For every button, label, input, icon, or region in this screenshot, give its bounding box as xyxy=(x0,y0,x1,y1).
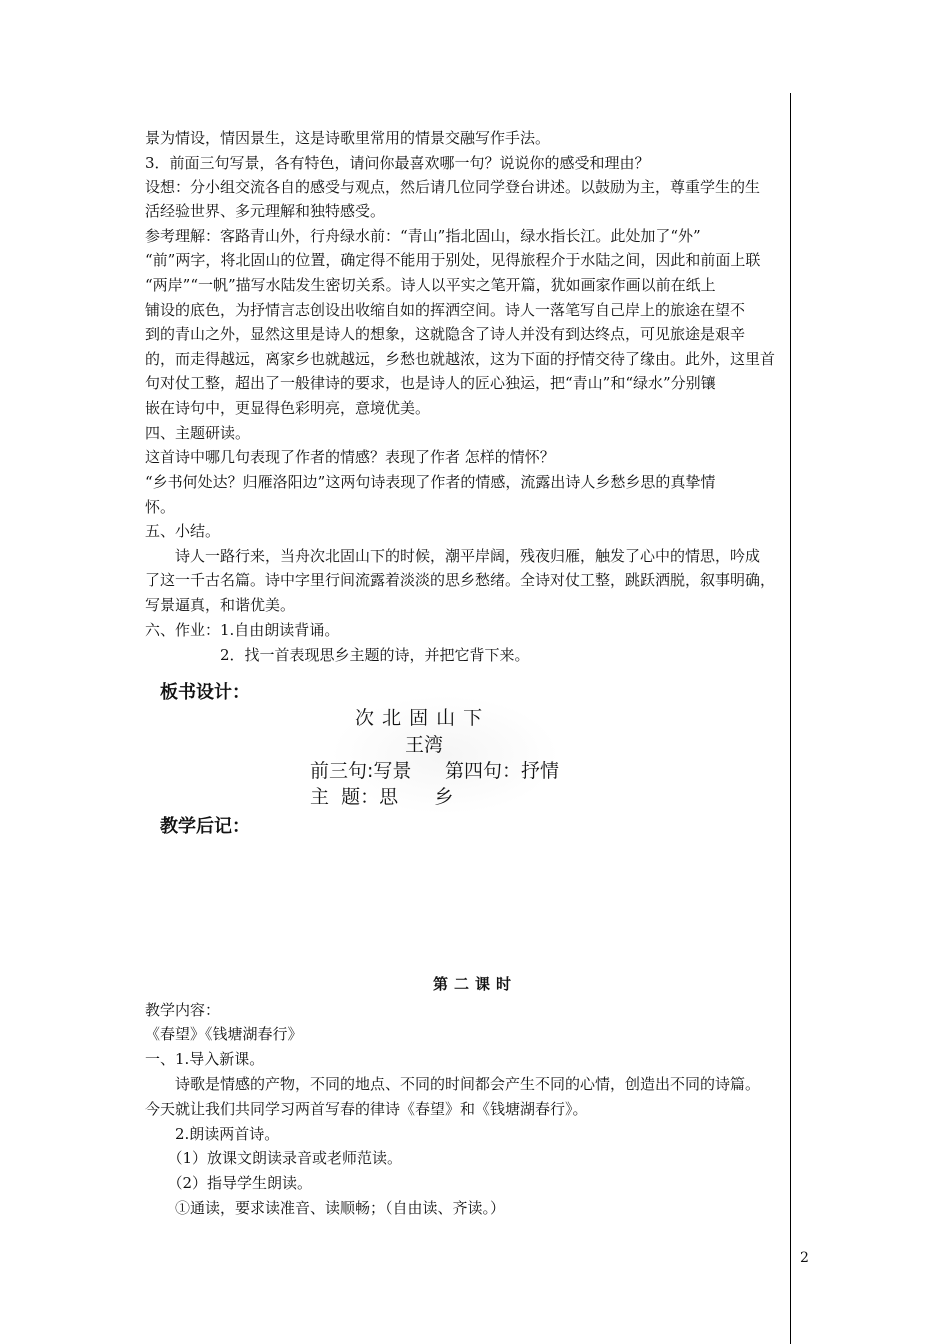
text-line: ①通读，要求读准音、读顺畅；（自由读、齐读。） xyxy=(145,1199,506,1217)
teaching-notes-label: 教学后记： xyxy=(160,816,250,837)
text-line: 2.朗读两首诗。 xyxy=(145,1125,280,1143)
board-design-label: 板书设计： xyxy=(160,682,250,703)
text-line: 设想：分小组交流各自的感受与观点，然后请几位同学登台讲述。以鼓励为主，尊重学生的生 xyxy=(145,178,761,196)
section-heading: 六、作业：1.自由朗读背诵。 xyxy=(145,621,340,639)
board-author: 王湾 xyxy=(405,734,444,756)
page-number: 2 xyxy=(800,1250,809,1266)
text-line: “前”两字，将北固山的位置，确定得不能用于别处，见得旅程介于水陆之间，因此和前面上联 xyxy=(145,251,761,269)
text-line: 景为情设，情因景生，这是诗歌里常用的情景交融写作手法。 xyxy=(145,129,551,147)
text-line: 教学内容： xyxy=(145,1001,221,1019)
text-line: 活经验世界、多元理解和独特感受。 xyxy=(145,202,386,220)
text-line: 写景逼真，和谐优美。 xyxy=(145,596,296,614)
text-line: 的，而走得越远，离家乡也就越远，乡愁也就越浓，这为下面的抒情交待了缘由。此外，这里首 xyxy=(145,350,776,368)
text-line: 这首诗中哪几句表现了作者的情感？表现了作者 怎样的情怀？ xyxy=(145,448,555,466)
text-line: 铺设的底色，为抒情言志创设出收缩自如的挥洒空间。诗人一落笔写自己岸上的旅途在望不 xyxy=(145,301,746,319)
lesson2-heading: 第二课时 xyxy=(432,975,517,993)
text-line: （2）指导学生朗读。 xyxy=(145,1174,313,1192)
text-line: 嵌在诗句中，更显得色彩明亮，意境优美。 xyxy=(145,399,431,417)
text-line: “乡书何处达？归雁洛阳边”这两句诗表现了作者的情感，流露出诗人乡愁乡思的真挚情 xyxy=(145,473,716,491)
board-title: 次 北 固 山 下 xyxy=(355,707,484,729)
text-line: 《春望》《钱塘湖春行》 xyxy=(145,1025,303,1043)
text-line: 了这一千古名篇。诗中字里行间流露着淡淡的思乡愁绪。全诗对仗工整，跳跃洒脱，叙事明确， xyxy=(145,571,776,589)
text-line: 今天就让我们共同学习两首写春的律诗《春望》和《钱塘湖春行》。 xyxy=(145,1100,588,1118)
section-heading: 四、主题研读。 xyxy=(145,424,251,442)
text-line: 参考理解：客路青山外，行舟绿水前：“青山”指北固山，绿水指长江。此处加了“外” xyxy=(145,227,701,245)
margin-rule xyxy=(790,93,791,1344)
board-row-emotion: 第四句：抒情 xyxy=(445,760,560,782)
section-heading: 一、1.导入新课。 xyxy=(145,1050,265,1068)
text-line: 3．前面三句写景，各有特色，请问你最喜欢哪一句？说说你的感受和理由？ xyxy=(145,154,650,172)
section-heading: 五、小结。 xyxy=(145,522,221,540)
board-row-scene: 前三句:写景 xyxy=(310,760,412,782)
text-line: 怀。 xyxy=(145,498,176,516)
text-line: 到的青山之外，显然这里是诗人的想象，这就隐含了诗人并没有到达终点，可见旅途是艰辛 xyxy=(145,325,746,343)
text-line: （1）放课文朗读录音或老师范读。 xyxy=(145,1149,403,1167)
text-line: “两岸”“一帆”描写水陆发生密切关系。诗人以平实之笔开篇，犹如画家作画以前在纸上 xyxy=(145,276,716,294)
board-row-theme: 主 题：思 乡 xyxy=(310,786,454,808)
text-line: 2．找一首表现思乡主题的诗，并把它背下来。 xyxy=(145,646,530,664)
text-line: 句对仗工整，超出了一般律诗的要求，也是诗人的匠心独运，把“青山”和“绿水”分别镶 xyxy=(145,374,716,392)
text-line: 诗歌是情感的产物，不同的地点、不同的时间都会产生不同的心情，创造出不同的诗篇。 xyxy=(145,1075,761,1093)
text-line: 诗人一路行来，当舟次北固山下的时候，潮平岸阔，残夜归雁，触发了心中的情思，吟成 xyxy=(145,547,761,565)
